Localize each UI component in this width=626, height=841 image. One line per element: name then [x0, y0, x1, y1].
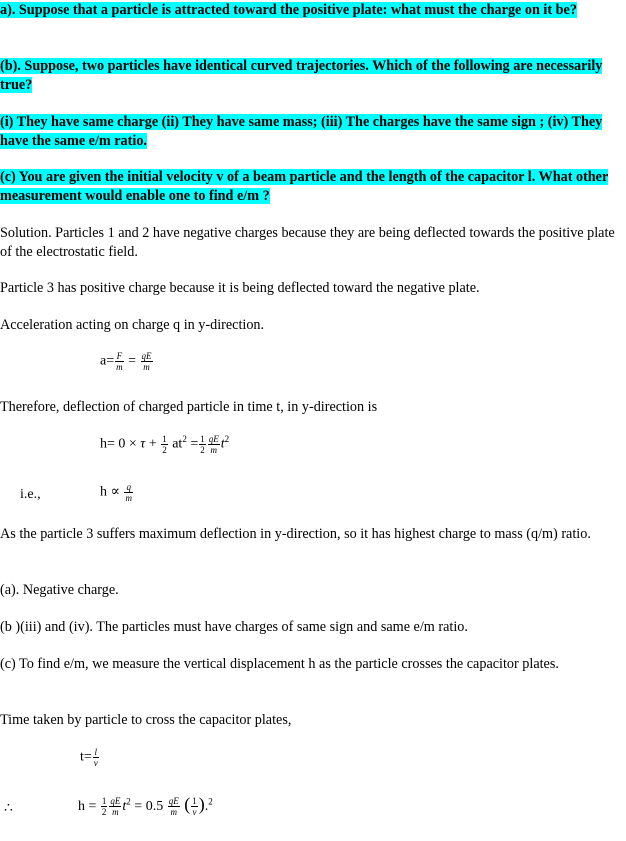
equation-deflection [100, 434, 229, 455]
question-c-text: (c) You are given the initial velocity v of a beam particle and the length of the capacitor l. What other measurement would enable one to find e/m ? [0, 169, 609, 204]
eq4-frac-l-over-v [93, 747, 99, 768]
eq3-lhs: h ∝ [100, 484, 124, 500]
eq4-num: l [94, 747, 98, 757]
eq2-h-num: 1 [200, 434, 205, 444]
solution-intro: Solution. Particles 1 and 2 have negative charges because they are being deflected towards the positive plate of the electrostatic field. [0, 225, 615, 260]
eq2-at-square: 2 [182, 434, 187, 445]
equation-final [78, 794, 213, 817]
eq2-plus: + [145, 436, 161, 452]
equation-proportional [100, 482, 134, 503]
eq5-paren-den: v [192, 807, 197, 818]
eq1-f2-den: m [143, 362, 150, 372]
eq5-t-square: 2 [126, 796, 131, 807]
ie-label: i.e., [20, 487, 41, 502]
question-b-options [0, 113, 624, 151]
eq5-frac-qE-over-m-2 [168, 796, 180, 817]
eq3-frac-q-over-m [124, 482, 133, 503]
eq1-frac-qE-over-m [141, 351, 153, 372]
eq5-qe-num: qE [110, 796, 121, 807]
question-c [0, 168, 624, 206]
eq5-tail: . [204, 799, 209, 814]
eq1-f1-den: m [116, 362, 123, 372]
eq2-equals: = [186, 436, 199, 452]
equation-acceleration [100, 351, 154, 372]
answer-b: (b )(iii) and (iv). The particles must have charges of same sign and same e/m ratio. [0, 619, 468, 635]
deflection-paragraph: Therefore, deflection of charged particle in time t, in y-direction is [0, 399, 378, 415]
eq1-lhs: a= [100, 353, 115, 369]
eq5-t: t [122, 799, 127, 814]
acceleration-paragraph: Acceleration acting on charge q in y-direction. [0, 317, 265, 333]
eq3-num: q [126, 482, 131, 492]
eq5-qe-den: m [112, 807, 119, 818]
eq2-qe-den: m [210, 445, 217, 455]
particle-3-paragraph: Particle 3 has positive charge because it is being deflected toward the negative plate. [0, 280, 480, 296]
eq2-frac-half-2 [199, 434, 206, 455]
eq5-frac-qE-over-m [109, 796, 121, 817]
eq5-open-paren: ( [184, 794, 191, 814]
eq2-qe-num: qE [208, 434, 219, 444]
question-b-options-text: (i) They have same charge (ii) They have same mass; (iii) The charges have the same sign ; (iv) They have the same e/m ratio. [0, 114, 603, 149]
eq2-t-square: 2 [224, 434, 230, 445]
question-a-text: a). Suppose that a particle is attracted toward the positive plate: what must the charge on it be? [0, 2, 577, 18]
eq2-lhs: h= 0 × [100, 436, 141, 452]
eq3-den: m [125, 493, 132, 503]
eq2-h-den: 2 [200, 445, 205, 455]
eq2-at: at [168, 436, 183, 452]
eq2-t: t [220, 436, 225, 452]
eq2-half-num: 1 [162, 434, 167, 444]
eq1-f2-num: qE [141, 351, 152, 361]
question-b [0, 57, 624, 95]
eq2-frac-half [161, 434, 168, 455]
eq5-paren-num: 1 [192, 796, 197, 807]
eq5-lhs: h = [78, 799, 100, 814]
eq4-den: v [93, 758, 98, 768]
answer-c: (c) To find e/m, we measure the vertical displacement h as the particle crosses the capacitor plates. [0, 656, 559, 672]
eq1-f1-num: F [116, 351, 123, 361]
eq2-tau: τ [140, 436, 146, 452]
eq4-lhs: t= [80, 749, 92, 765]
eq5-close-paren: ) [198, 794, 205, 814]
question-a [0, 1, 624, 20]
eq5-frac-1-over-v [191, 796, 198, 817]
eq5-qe2-den: m [170, 807, 177, 818]
question-b-text: (b). Suppose, two particles have identical curved trajectories. Which of the following are necessarily true? [0, 58, 603, 93]
equation-time [80, 747, 100, 768]
eq5-tail-square: 2 [208, 796, 213, 807]
eq1-frac-F-over-m [115, 351, 124, 372]
time-taken-paragraph: Time taken by particle to cross the capacitor plates, [0, 712, 292, 728]
therefore-symbol: ∴ [4, 801, 13, 816]
eq5-h-num: 1 [101, 796, 107, 807]
eq2-frac-qE-over-m [208, 434, 220, 455]
eq5-frac-half [101, 796, 108, 817]
eq5-qe2-num: qE [168, 796, 179, 807]
eq1-equals: = [128, 353, 137, 369]
eq2-half-den: 2 [162, 445, 167, 455]
eq5-h-den: 2 [101, 807, 107, 818]
answer-a: (a). Negative charge. [0, 582, 119, 598]
eq5-mid: = 0.5 [130, 799, 167, 814]
maximum-deflection-paragraph: As the particle 3 suffers maximum deflection in y-direction, so it has highest charge to mass (q/m) ratio. [0, 526, 591, 542]
